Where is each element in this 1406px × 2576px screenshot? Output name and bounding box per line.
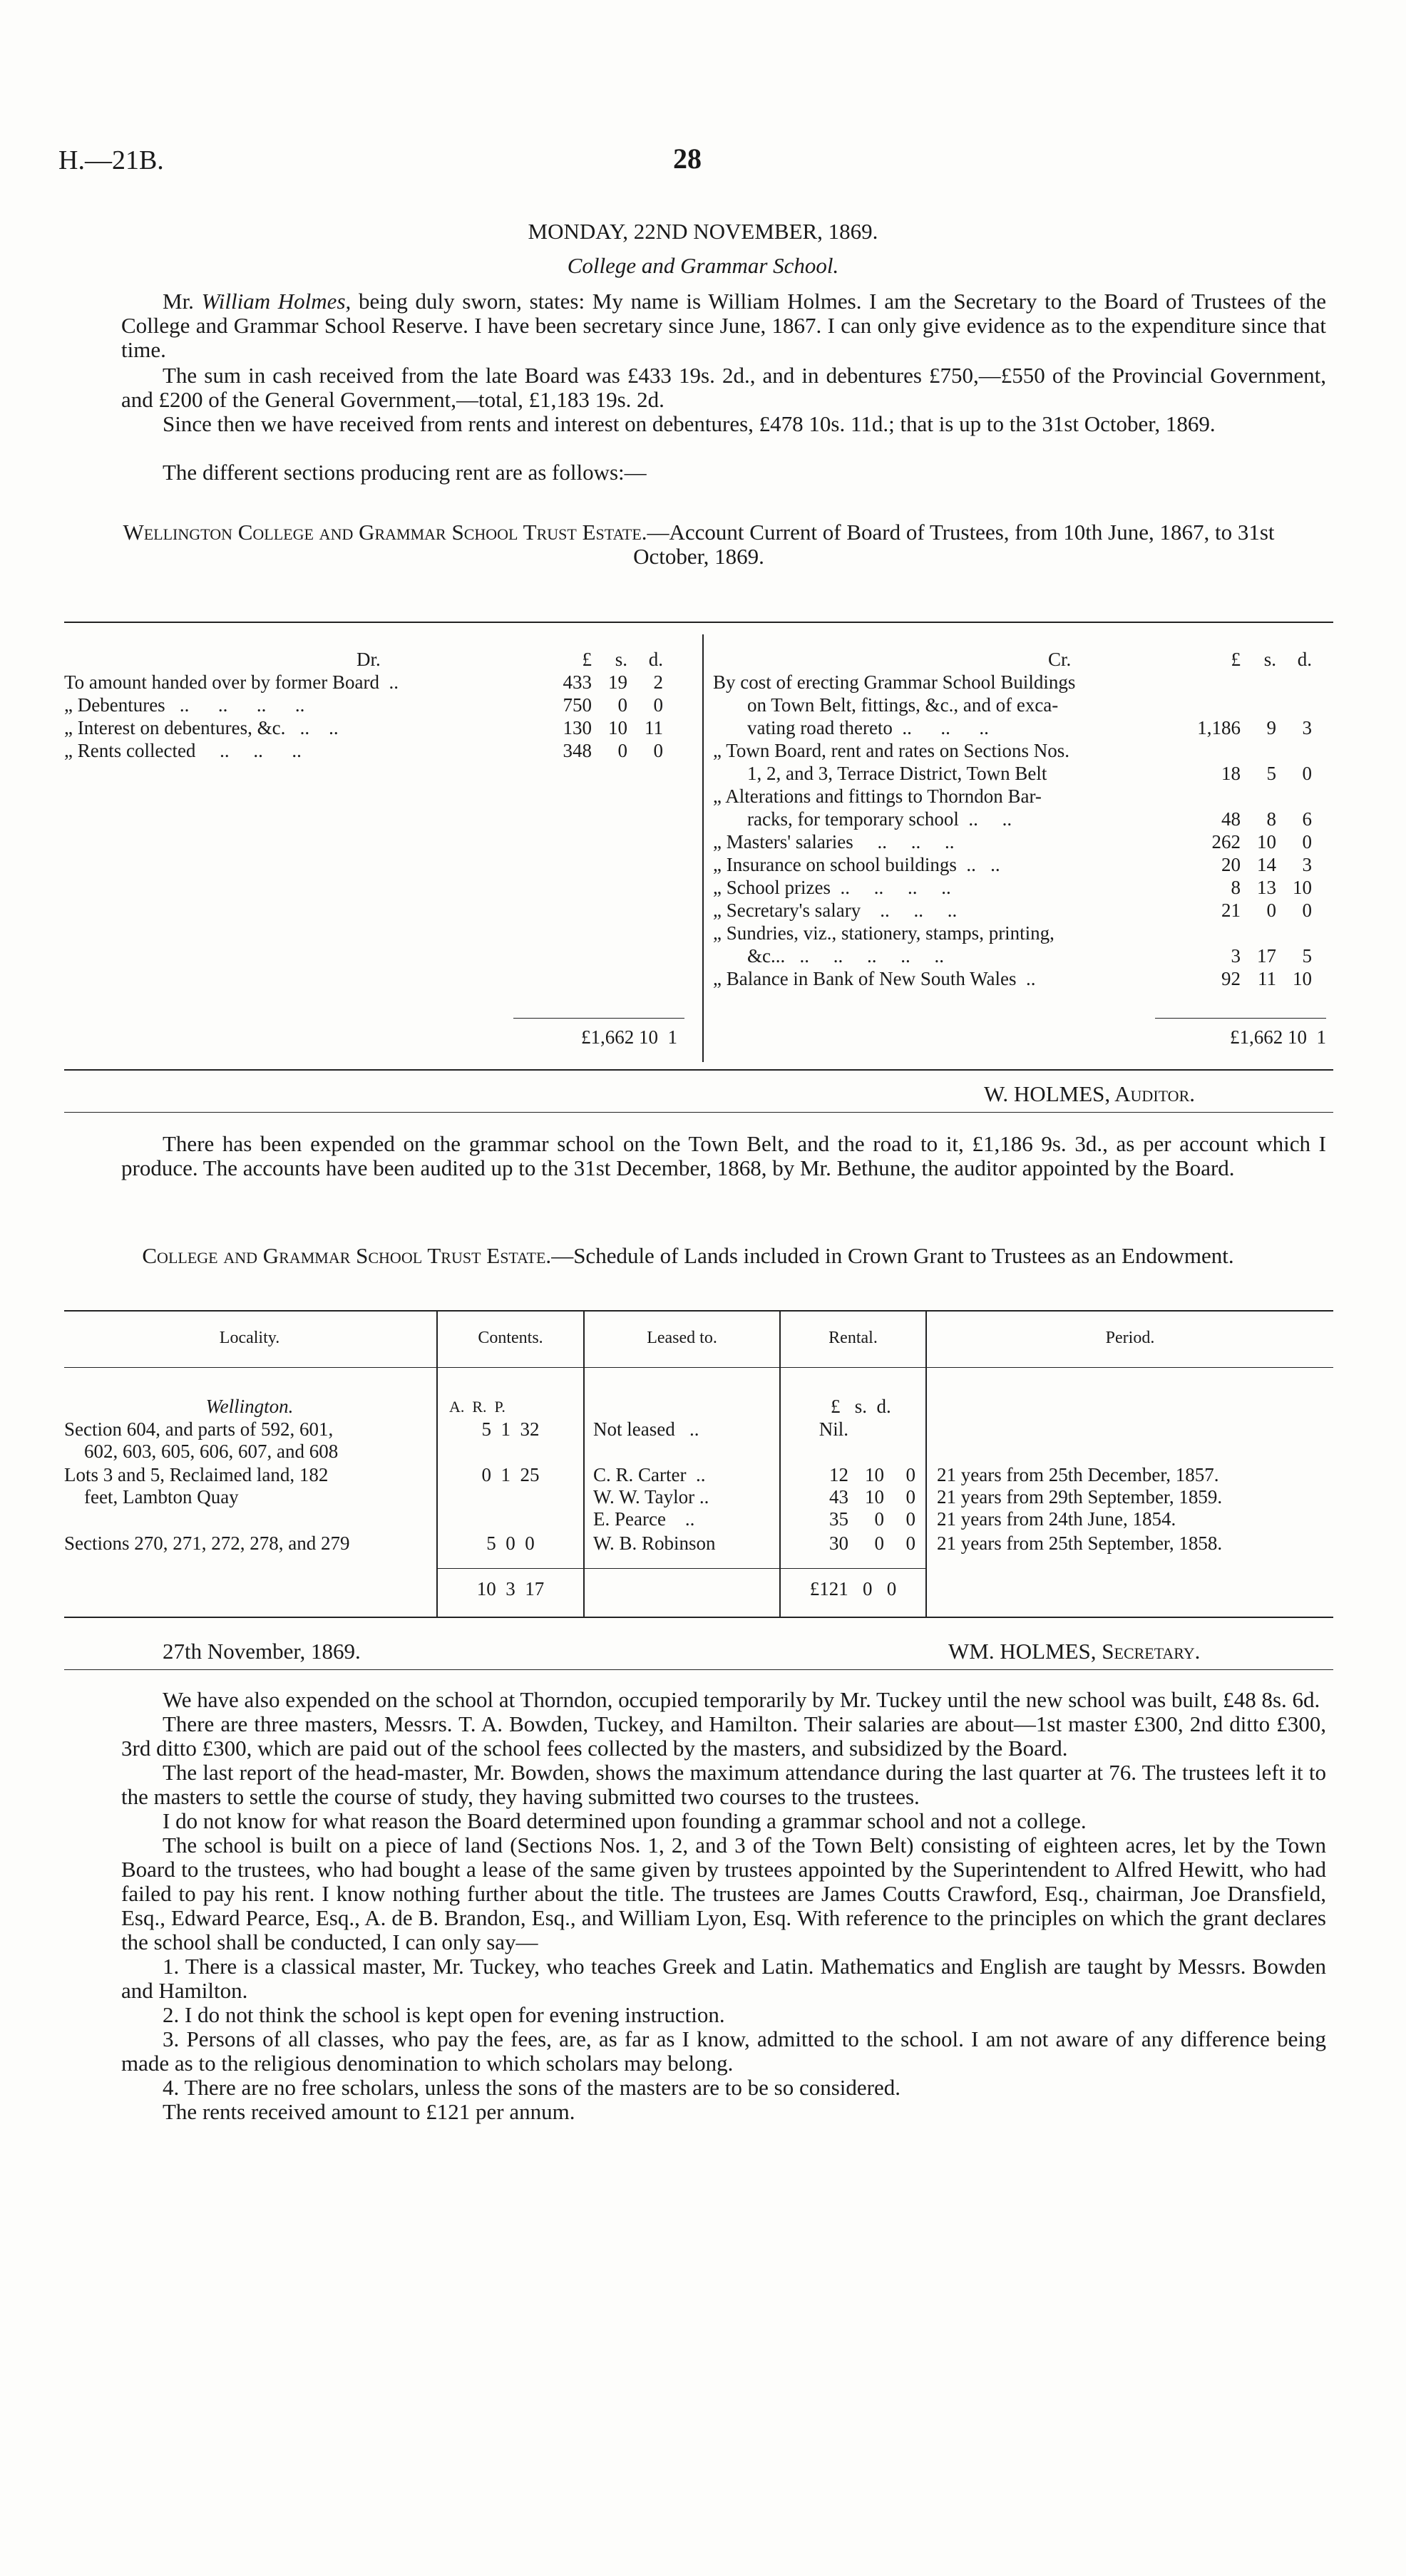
cr-item-pence: 5 [1302,945,1312,967]
rental-pounds: 43 [829,1486,848,1508]
dr-item-pounds: 433 [563,671,592,693]
shilling-header: s. [615,649,627,670]
table-rule [64,1617,1333,1618]
section-subtitle: College and Grammar School. [567,253,839,278]
dr-total: £1,662 10 1 [581,1026,677,1048]
pence-header: d. [648,649,663,670]
locality-cell: Sections 270, 271, 272, 278, and 279 [64,1532,350,1554]
cr-item-pounds: 262 [1211,831,1241,852]
schedule-date: 27th November, 1869. [163,1639,361,1664]
rental-shillings: 10 [865,1486,884,1508]
locality-city: Wellington. [205,1396,294,1417]
body-paragraph: We have also expended on the school at Thorndon, occupied temporarily by Mr. Tuckey until the new school was built, £48 8s. 6d. [163,1687,1320,1712]
rental-shillings: 0 [874,1532,884,1554]
body-paragraph: The school is built on a piece of land (Sections Nos. 1, 2, and 3 of the Town Belt) consisting of eighteen acres, let by the Town Board to the trustees, who had bought a lease of the same given by trustees appointed by the Superintendent to Alfred Hewitt, who had failed to pay his rent. I know nothing further about the title. The trustees are James Coutts Crawford, Esq., chairman, Joe Dransfield, Esq., Edward Pearce, Esq., A. de B. Brandon, Esq., and William Lyon, Esq. With reference to the principles on which the grant declares the school shall be conducted, I can only say— [121,1833,1326,1954]
mid-paragraph: There has been expended on the grammar school on the Town Belt, and the road to it, £1,186 9s. 3d., as per account which I produce. The accounts have been audited up to the 31st December, 1868, by Mr. Bethune, the auditor appointed by the Board. [121,1131,1326,1180]
pound-header: £ [582,649,592,670]
period-cell: 21 years from 25th September, 1858. [937,1532,1223,1554]
cr-item-pence: 0 [1302,763,1312,784]
cr-item-text: „ Secretary's salary .. .. .. [713,900,958,921]
leased-to-cell: W. B. Robinson [593,1532,716,1554]
cr-item-text: on Town Belt, fittings, &c., and of exca- [747,694,1059,716]
dr-item-text: „ Interest on debentures, &c. .. .. [64,717,339,738]
cr-item-pence: 3 [1302,854,1312,875]
body-text [121,1688,1326,2124]
table-rule [64,1069,1333,1071]
total-contents: 10 3 17 [476,1578,545,1599]
table-rule [64,622,1333,623]
cr-item-pounds: 92 [1221,968,1241,989]
separator-rule [64,1112,1333,1113]
contents-cell: 5 0 0 [486,1532,535,1554]
rental-pence: 0 [905,1464,915,1485]
cr-item-shillings: 8 [1266,808,1276,830]
locality-cell: Lots 3 and 5, Reclaimed land, 182 [64,1464,329,1485]
body-paragraph: The last report of the head-master, Mr. Bowden, shows the maximum attendance during the last quarter at 76. The trustees left it to the masters to settle the course of study, they having submitted two courses to the trustees. [121,1760,1326,1809]
intro-paragraph-2: The sum in cash received from the late Board was £433 19s. 2d., and in debentures £750,—£550 of the Provincial Government, and £200 of the General Government,—total, £1,183 19s. 2d. [121,363,1326,412]
auditor-signature: W. HOLMES, Auditor. [984,1081,1195,1106]
locality-cell: 602, 603, 605, 606, 607, and 608 [84,1441,339,1462]
header-rule [64,1367,1333,1368]
cr-item-text: 1, 2, and 3, Terrace District, Town Belt [747,763,1047,784]
dr-item-text: „ Rents collected .. .. .. [64,740,302,761]
cr-item-text: „ Town Board, rent and rates on Sections Nos. [713,740,1070,761]
body-paragraph: There are three masters, Messrs. T. A. Bowden, Tuckey, and Hamilton. Their salaries are about—1st master £300, 2nd ditto £300, 3rd ditto £300, which are paid out of the school fees collected by the masters, and subsidized by the Board. [121,1711,1326,1761]
cr-item-text: „ Alterations and fittings to Thorndon Bar- [713,785,1042,807]
cr-item-pounds: 18 [1221,763,1241,784]
cr-item-text: racks, for temporary school .. .. [747,808,1012,830]
cr-item-shillings: 9 [1266,717,1276,738]
table-rule [64,1310,1333,1312]
dr-item-shillings: 0 [617,694,627,716]
dr-item-pence: 11 [645,717,663,738]
cr-item-pence: 3 [1302,717,1312,738]
cr-item-pounds: 48 [1221,808,1241,830]
contents-cell: 5 1 32 [481,1418,540,1440]
body-paragraph: 1. There is a classical master, Mr. Tuckey, who teaches Greek and Latin. Mathematics and English are taught by Messrs. Bowden and Hamilton. [121,1954,1326,2003]
dr-label: Dr. [356,649,381,670]
cr-item-text: „ Sundries, viz., stationery, stamps, printing, [713,922,1054,944]
total-rental: £121 0 0 [809,1578,897,1599]
account-title: Wellington College and Grammar School Trust Estate.—Account Current of Board of Trustees, from 10th June, 1867, to 31st October, 1869. [123,520,1275,569]
column-divider [779,1310,781,1617]
dr-item-shillings: 19 [608,671,627,693]
leased-to-cell: E. Pearce .. [593,1508,695,1530]
cr-item-text: vating road thereto .. .. .. [747,717,989,738]
cr-item-pounds: 21 [1221,900,1241,921]
column-divider [436,1310,438,1617]
dr-item-pence: 0 [653,694,663,716]
cr-item-pounds: 1,186 [1197,717,1241,738]
cr-item-text: „ Insurance on school buildings .. .. [713,854,1000,875]
body-paragraph: The rents received amount to £121 per annum. [163,2099,575,2124]
dr-item-shillings: 10 [608,717,627,738]
body-paragraph: 3. Persons of all classes, who pay the fees, are, as far as I know, admitted to the school. I am not aware of any difference being made as to the religious denomination to which scholars may belong. [121,2026,1326,2076]
cr-item-shillings: 0 [1266,900,1276,921]
cr-item-shillings: 10 [1257,831,1276,852]
dr-item-text: To amount handed over by former Board .. [64,671,399,693]
cr-item-pence: 0 [1302,831,1312,852]
rental-pounds: 12 [829,1464,848,1485]
rental-pounds: 30 [829,1532,848,1554]
leased-to-cell: W. W. Taylor .. [593,1486,709,1508]
date-line: MONDAY, 22ND NOVEMBER, 1869. [528,219,878,244]
contents-units: A. R. P. [449,1398,506,1416]
body-paragraph: 2. I do not think the school is kept open for evening instruction. [163,2002,725,2027]
dr-item-pounds: 348 [563,740,592,761]
cr-item-pence: 10 [1293,968,1312,989]
cr-item-text: By cost of erecting Grammar School Buildings [713,671,1076,693]
rental-shillings: 0 [874,1508,884,1530]
header-leased-to: Leased to. [647,1329,717,1347]
cr-pound-header: £ [1231,649,1241,670]
intro-paragraph-1: Mr. William Holmes, being duly sworn, states: My name is William Holmes. I am the Secretary to the Board of Trustees of the College and Grammar School Reserve. I have been secretary since June, 1867. I can only give evidence as to the expenditure since that time. [121,289,1326,362]
rental-pounds: Nil. [819,1418,848,1440]
header-rental: Rental. [828,1329,878,1347]
header-period: Period. [1105,1329,1155,1347]
document-reference: H.—21B. [58,145,164,175]
cr-item-shillings: 14 [1257,854,1276,875]
cr-item-text: „ Masters' salaries .. .. .. [713,831,955,852]
cr-item-shillings: 17 [1257,945,1276,967]
period-cell: 21 years from 29th September, 1859. [937,1486,1223,1508]
secretary-signature: WM. HOLMES, Secretary. [948,1639,1201,1664]
rental-pounds: 35 [829,1508,848,1530]
contents-cell: 0 1 25 [481,1464,540,1485]
cr-item-pounds: 8 [1231,877,1241,898]
dr-item-text: „ Debentures .. .. .. .. [64,694,305,716]
cr-item-pence: 0 [1302,900,1312,921]
rental-shillings: 10 [865,1464,884,1485]
locality-cell: Section 604, and parts of 592, 601, [64,1418,334,1440]
cr-label: Cr. [1048,649,1072,670]
cr-item-pounds: 3 [1231,945,1241,967]
page-number: 28 [673,143,702,175]
dr-item-pounds: 750 [563,694,592,716]
cr-item-text: &c... .. .. .. .. .. [747,945,944,967]
cr-pence-header: d. [1297,649,1312,670]
separator-rule [64,1669,1333,1670]
leased-to-cell: C. R. Carter .. [593,1464,706,1485]
total-rule [436,1568,925,1569]
intro-paragraph-3: Since then we have received from rents and interest on debentures, £478 10s. 11d.; that is up to the 31st October, 1869. [163,411,1216,436]
cr-item-text: „ Balance in Bank of New South Wales .. [713,968,1036,989]
cr-shilling-header: s. [1263,649,1276,670]
cr-item-shillings: 13 [1257,877,1276,898]
leased-to-cell: Not leased .. [593,1418,699,1440]
body-paragraph: I do not know for what reason the Board determined upon founding a grammar school and not a college. [163,1808,1087,1833]
column-divider [925,1310,927,1617]
cr-total: £1,662 10 1 [1230,1026,1326,1048]
column-divider [702,634,704,1062]
cr-total-rule [1155,1018,1326,1019]
period-cell: 21 years from 24th June, 1854. [937,1508,1176,1530]
column-divider [583,1310,585,1617]
dr-item-shillings: 0 [617,740,627,761]
cr-item-shillings: 5 [1266,763,1276,784]
period-cell: 21 years from 25th December, 1857. [937,1464,1219,1485]
cr-item-shillings: 11 [1258,968,1276,989]
rental-pence: 0 [905,1486,915,1508]
rental-pence: 0 [905,1508,915,1530]
dr-total-rule [513,1018,684,1019]
dr-item-pounds: 130 [563,717,592,738]
locality-cell: feet, Lambton Quay [84,1486,239,1508]
cr-item-pence: 10 [1293,877,1312,898]
dr-item-pence: 2 [653,671,663,693]
cr-item-text: „ School prizes .. .. .. .. [713,877,951,898]
cr-item-pounds: 20 [1221,854,1241,875]
schedule-title: College and Grammar School Trust Estate.—Schedule of Lands included in Crown Grant to Trustees as an Endowment. [142,1243,1234,1268]
header-contents: Contents. [478,1329,543,1347]
rental-units: £ s. d. [831,1396,891,1417]
dr-item-pence: 0 [653,740,663,761]
header-locality: Locality. [219,1329,280,1347]
cr-item-pence: 6 [1302,808,1312,830]
intro-paragraph-4: The different sections producing rent are as follows:— [163,460,647,485]
rental-pence: 0 [905,1532,915,1554]
body-paragraph: 4. There are no free scholars, unless the sons of the masters are to be so considered. [163,2075,901,2100]
